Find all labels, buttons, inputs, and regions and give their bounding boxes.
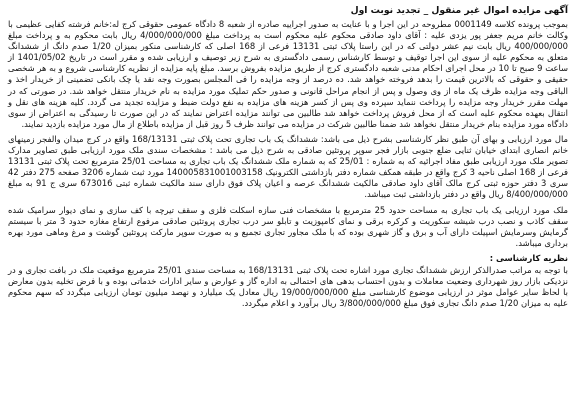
property-description-paragraph: ملک مورد ارزیابی یک باب تجاری به مساحت حدود 25 مترمربع با مشخصات فنی سازه اسکلت فلزی و سقف تیرچه با کف سازی و نمای دیوار سرامیک شده سقف کاذب و نصب درب شیشه سکوریت و کرکره برقی و نمای کامپوزیت و تابلو سر درب تجاری پروتئین صادقی مرفوع ارتفاع مغازه حدود 3 متر با سیستم گرمایش وسرمایش اسپیلت دارای آب و برق و گاز شهری بوده که با ملک مجاور تجاری تجمیع و به صورت سوپر مارکت پروتئین گوشت و مرغ وماهی مورد بهره برداری میباشد. xyxy=(8,204,568,248)
notice-title: آگهی مزایده اموال غیر منقول _ تجدید نوبت اول xyxy=(350,5,568,16)
expert-opinion-paragraph: با توجه به مراتب صدرالذکر ارزش ششدانگ تجاری مورد اشاره تحت پلاک ثبتی 168/13131 به مساحت سندی 25/01 مترمربع موقعیت ملک در بافت تجاری و در نزدیکی بازار روز شهرداری وضعیت معاملات و بدون احتساب بدهی های احتمالی به اداره گاز و عوارض و سایر ادارات خدماتی بوده و با فرض تخلیه بدون معارض با لحاظ سایر عوامل موثر در ارزیابی موضوع کارشناسی مبلغ 19/000/000/000 ریال معادل یک میلیارد و نهصد میلیون تومان ارزیابی میگردد که سهم محکوم علیه به میزان 1/20 صدم دانگ تجاری فوق مبلغ 3/800/000/000 ریال برآورد و اعلام میگردد. xyxy=(8,264,569,309)
expert-opinion-heading: نظریه کارشناسی : xyxy=(489,252,568,263)
property-assessment-paragraph: مال مورد ارزیابی و بهای آن طبق نظر کارشناسی بشرح ذیل می باشد: ششدانگ یک باب تجاری تحت پلاک ثبتی 168/13131 واقع در کرج میدان والفجر زمینهای خانم انصاری ابتدای خیابان ثنایی ضلع جنوبی بازار فجر سوپر پروتئین صادقی به شرح ذیل می باشد : مشخصات سندی ملک مورد ارزیابی طبق تصاویر مدارک تصویر ملک مورد ارزیابی طبق مفاد اجرائیه که به شماره : 25/01 که به شماره ملک ششدانگ یک باب تجاری به مساحت 25/01 مترمربع تحت پلاک ثبتی 13131 فرعی از 168 اصلی ناحیه 3 کرج واقع در طبقه همکف شماره دفتر بازداشتی الکترونیک 140005831001003158 مورد ثبت شماره 3206 صفحه 275 دفتر 42 سری 3 دفتر حوزه ثبتی کرج مالک آقای داود صادقی مالکیت ششدانگ عرصه و اعیان پلاک فوق دارای سند مالکیت شماره ثبتی 673016 سری ج 91 به مبلغ 8/400/000/000 ریال واقع در دفتر بازداشتی ثبت میباشد. xyxy=(8,133,569,200)
notice-paragraph: بموجب پرونده کلاسه 0001149 مطروحه در این اجرا و با عنایت به صدور اجراییه صادره از شعبه 8 دادگاه عمومی حقوقی کرج له:خانم فرشته کفایی عظیمی با وکالت خانم مریم جعفر پور یزدی علیه : آقای داود صادقی محکوم علیه محکوم است به پرداخت مبلغ 4/000/000/000 ریال بابت محکوم به و پرداخت مبلغ 400/000/000 ریال بابت نیم عشر دولتی که در این راستا پلاک ثبتی 13131 فرعی از 168 اصلی که کارشناسی منکور بمیزان 1/20 صدم دانگ از ششدانگ متعلق به محکوم علیه از سوی این اجرا توقیف و توسط کارشناس رسمی دادگستری به شرح زیر توصیف و ارزیابی شده و مقرر است در تاریخ 1401/05/02 از ساعت 9 صبح تا 10 در محل اجرای احکام مدنی شعبه دادگستری کرج از طریق مزایده بفروش برسد. مبلغ پایه مزایده از نظریه کارشناسی شروع و به هر شخصی حقیقی و حقوقی که بالاترین قیمت را بدهد فروخته خواهد شد. ده درصد از وجه مزایده را فی المجلس بصورت وجه نقد یا چک بانکی تضمینی از خریدار اخذ و الباقی وجه مزایده ظرف یک ماه از وی وصول و پس از انجام مراحل قانونی و صدور حکم تملیک مورد مزایده به نام خریدار منتقل خواهد شد. در صورتی که در مهلت مقرر خریدار وجه مزایده را پرداخت ننماید سپرده وی پس از کسر هزینه های مزایده به نفع دولت ضبط و مزایده تجدید می گردد. کلیه هزینه های نقل و انتقال بعهده محکوم علیه است که از محل فروش پرداخت خواهد شد طالبین می توانند مزایده اعتراض نمایند که در این صورت تا رسیدگی به اعتراض از سوی دادگاه مورد مزایده بنام خریدار منتقل نخواهد شد ضمنا طالبین شرکت در مزایده می توانند ظرف 5 روز قبل از مزایده باطلاع از مال مورد مزایده بازدید نمایند. xyxy=(8,19,569,129)
